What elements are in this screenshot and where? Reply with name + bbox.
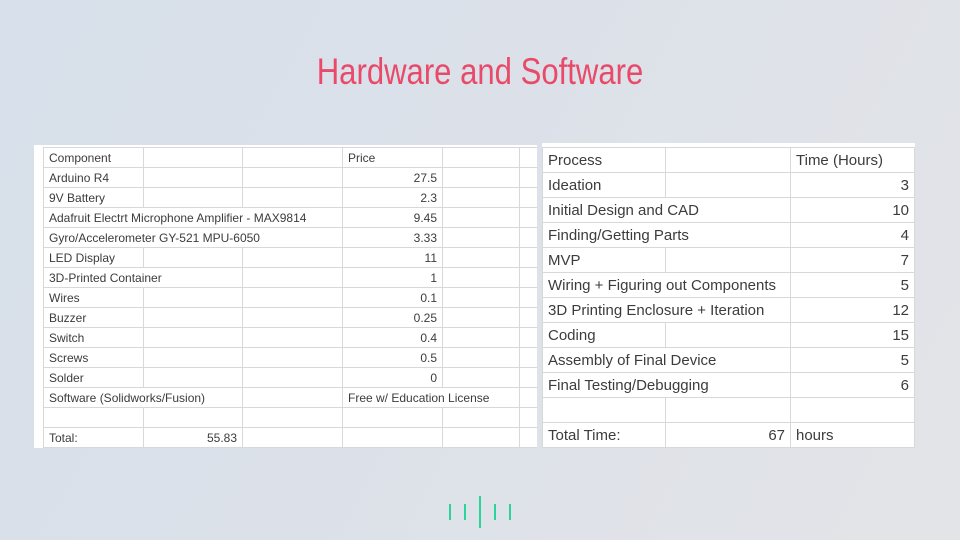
hours-cell: 3 [791,173,915,198]
price-cell: 1 [343,268,443,288]
decoration-tick [494,504,496,520]
hardware-row [44,268,538,288]
hours-cell: 12 [791,298,915,323]
price-cell: 3.33 [343,228,443,248]
hours-cell: 5 [791,348,915,373]
hours-cell: 4 [791,223,915,248]
price-cell: 0.25 [343,308,443,328]
process-cell: Coding [543,323,666,348]
process-cell: Initial Design and CAD [543,198,791,223]
process-row [543,373,915,398]
decoration-tick [509,504,511,520]
component-cell: Switch [44,328,144,348]
process-row [543,223,915,248]
hardware-empty-row [44,408,538,428]
hardware-row [44,368,538,388]
price-cell: 2.3 [343,188,443,208]
price-cell: 0 [343,368,443,388]
hardware-row [44,208,538,228]
process-row [543,323,915,348]
process-cell: Final Testing/Debugging [543,373,791,398]
process-empty-row [543,398,915,423]
component-cell: Arduino R4 [44,168,144,188]
decoration-tick-center [479,496,481,528]
process-table [542,147,915,448]
slide-footer-decoration [449,496,511,528]
component-cell: Solder [44,368,144,388]
hardware-table [43,147,537,448]
hardware-row [44,388,538,408]
price-cell: 0.5 [343,348,443,368]
hardware-row [44,188,538,208]
component-cell: 3D-Printed Container [44,268,243,288]
hardware-row [44,328,538,348]
page-title: Hardware and Software [316,51,644,92]
hardware-row [44,168,538,188]
process-cell: Finding/Getting Parts [543,223,791,248]
hardware-total-row [44,428,538,448]
process-total-row [543,423,915,448]
time-header-cell: Time (Hours) [791,148,915,173]
hardware-row [44,308,538,328]
total-label-cell: Total: [44,428,144,448]
total-value-cell: 55.83 [144,428,243,448]
process-cell: Ideation [543,173,666,198]
hardware-table-panel [34,145,537,448]
hours-cell: 7 [791,248,915,273]
process-cell: Assembly of Final Device [543,348,791,373]
decoration-tick [464,504,466,520]
component-cell: Gyro/Accelerometer GY-521 MPU-6050 [44,228,343,248]
hardware-header-row [44,148,538,168]
price-cell: 11 [343,248,443,268]
price-cell: 9.45 [343,208,443,228]
price-cell: 0.4 [343,328,443,348]
process-row [543,273,915,298]
component-cell: 9V Battery [44,188,144,208]
component-cell: Screws [44,348,144,368]
price-cell: Free w/ Education License [343,388,520,408]
hardware-row [44,248,538,268]
price-header-cell: Price [343,148,443,168]
price-cell: 0.1 [343,288,443,308]
component-header-cell: Component [44,148,144,168]
process-cell: Wiring + Figuring out Components [543,273,791,298]
process-table-panel [542,143,915,448]
hardware-row [44,348,538,368]
hours-cell: 15 [791,323,915,348]
component-cell: Wires [44,288,144,308]
process-row [543,348,915,373]
total-label-cell: Total Time: [543,423,666,448]
process-row [543,248,915,273]
component-cell: Buzzer [44,308,144,328]
component-cell: LED Display [44,248,144,268]
process-header-cell: Process [543,148,666,173]
process-cell: 3D Printing Enclosure + Iteration [543,298,791,323]
decoration-tick [449,504,451,520]
total-value-cell: 67 [666,423,791,448]
hardware-row [44,228,538,248]
hours-cell: 10 [791,198,915,223]
component-cell: Software (Solidworks/Fusion) [44,388,243,408]
hours-cell: 5 [791,273,915,298]
total-unit-cell: hours [791,423,915,448]
process-row [543,298,915,323]
process-row [543,173,915,198]
hardware-row [44,288,538,308]
process-row [543,198,915,223]
process-cell: MVP [543,248,666,273]
price-cell: 27.5 [343,168,443,188]
component-cell: Adafruit Electrt Microphone Amplifier - MAX9814 [44,208,343,228]
hours-cell: 6 [791,373,915,398]
process-header-row [543,148,915,173]
